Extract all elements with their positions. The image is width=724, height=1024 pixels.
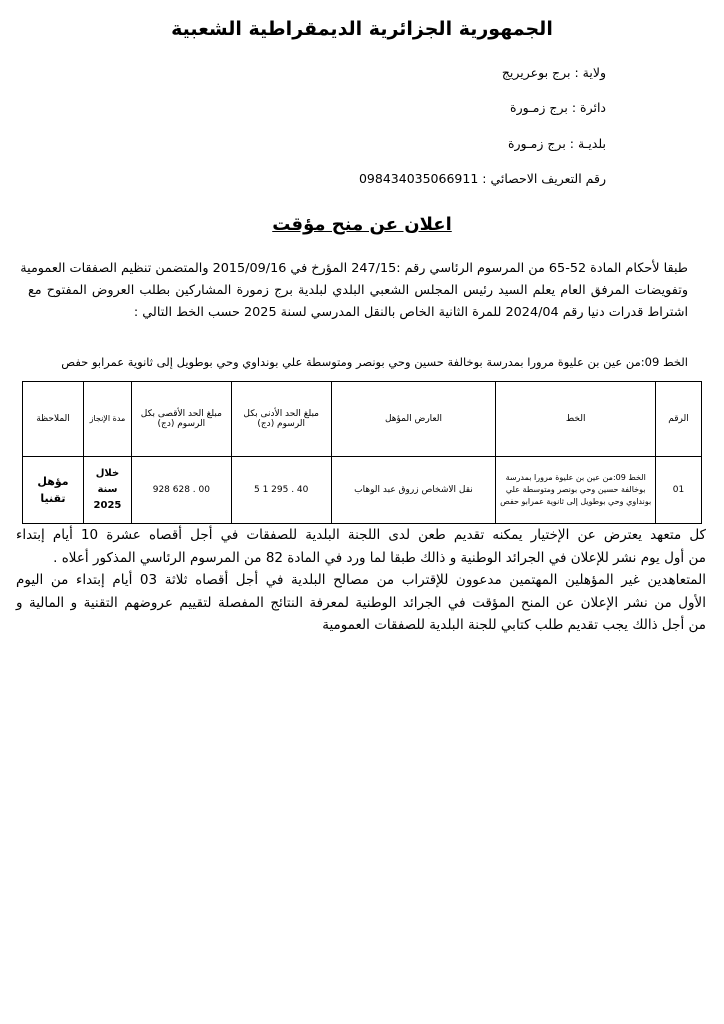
- intro-line: وتفويضات المرفق العام يعلم السيد رئيس المجلس الشعبي البلدي لبلدية برج زمورة المشاركين بطلب العروض المفتوح مع: [28, 283, 688, 298]
- wilaya-line: ولاية : برج بوعريريج: [501, 65, 606, 80]
- header-line: الخط: [496, 382, 656, 457]
- header-notes: الملاحظة: [23, 382, 84, 457]
- announcement-title: اعلان عن منح مؤقت: [272, 214, 452, 235]
- intro-paragraph: [20, 258, 688, 324]
- closing-line: كل متعهد يعترض عن الإختيار يمكنه تقديم طعن لدى اللجنة البلدية للصفقات في أجل أقصاه عشرة 10 أيام إبتداء: [16, 527, 706, 543]
- cell-duration: خلال سنة 2025: [83, 457, 131, 524]
- cell-line: الخط 09:من عين بن عليوة مرورا بمدرسة بوخالفة حسين وحي بونصر ومتوسطة علي بونداوي وحي بوطويل إلى ثانوية عمرابو حفص: [496, 457, 656, 524]
- intro-line: طبقا لأحكام المادة 52-65 من المرسوم الرئاسي رقم :247/15 المؤرخ في 2015/09/16 والمتضمن تنظيم الصفقات العمومية: [20, 261, 688, 276]
- header-bidder: العارض المؤهل: [331, 382, 496, 457]
- lot-line: الخط 09:من عين بن عليوة مرورا بمدرسة بوخالفة حسين وحي بونصر ومتوسطة علي بونداوي وحي بوطويل إلى ثانوية عمرابو حفص: [61, 355, 688, 369]
- closing-line: من أجل ذالك يجب تقديم طلب كتابي للجنة البلدية للصفقات العمومية: [322, 617, 706, 633]
- stat-id-line: رقم التعريف الاحصائي : 098434035066911: [358, 171, 606, 186]
- intro-line: اشتراط قدرات دنيا رقم 2024/04 للمرة الثانية الخاص بالنقل المدرسي لسنة 2025 حسب الخط التالي :: [133, 305, 688, 320]
- closing-line: الأول من نشر الإعلان عن المنح المؤقت في الجرائد الوطنية لمعرفة النتائج المفصلة لتقييم عروضهم التقنية و المالية و: [16, 594, 706, 611]
- daira-line: دائرة : برج زمـورة: [510, 100, 606, 115]
- header-duration: مدة الإنجاز: [83, 382, 131, 457]
- cell-min: 5 1 295 . 40: [231, 457, 331, 524]
- table-header-row: [23, 382, 702, 457]
- closing-line: من أول يوم نشر للإعلان في الجرائد الوطنية و ذالك طبقا لما ورد في المادة 82 من المرسوم الرئاسي المذكور أعلاه .: [53, 549, 706, 566]
- cell-num: 01: [656, 457, 702, 524]
- cell-bidder: نقل الاشخاص زروق عبد الوهاب: [331, 457, 496, 524]
- header-num: الرقم: [656, 382, 702, 457]
- table-row: [23, 457, 702, 524]
- cell-notes: مؤهل تقنيا: [23, 457, 84, 524]
- award-table: [22, 381, 702, 524]
- commune-line: بلديـة : برج زمـورة: [507, 136, 606, 151]
- cell-max: 928 628 . 00: [131, 457, 231, 524]
- closing-paragraph: [16, 524, 706, 637]
- closing-line: المتعاهدين غير المؤهلين المهتمين مدعوون للإقتراب من مصالح البلدية في أجل أقصاه ثلاثة 03 أيام إبتداء من اليوم: [16, 572, 706, 588]
- header-min: مبلغ الحد الأدنى بكل الرسوم (دج): [231, 382, 331, 457]
- republic-title: الجمهورية الجزائرية الديمقراطية الشعبية: [171, 18, 553, 40]
- header-max: مبلغ الحد الأقصى بكل الرسوم (دج): [131, 382, 231, 457]
